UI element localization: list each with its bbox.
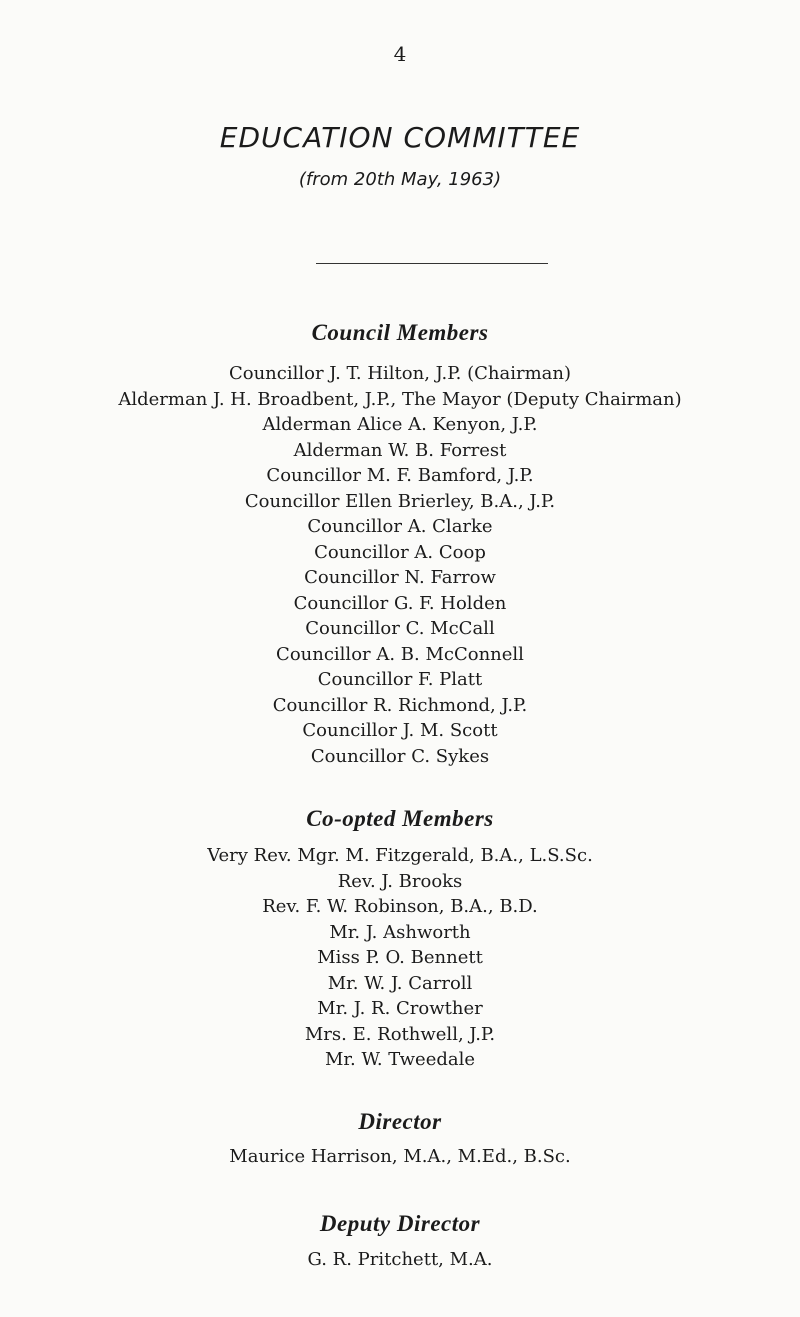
council-members-heading: Council Members bbox=[311, 320, 489, 345]
list-item: Miss P. O. Bennett bbox=[317, 947, 483, 968]
list-item: Councillor A. B. McConnell bbox=[276, 643, 524, 665]
list-item: Mr. J. R. Crowther bbox=[317, 998, 483, 1019]
list-item: Mrs. E. Rothwell, J.P. bbox=[304, 1023, 496, 1045]
list-item: Alderman W. B. Forrest bbox=[293, 439, 507, 461]
list-item: Rev. J. Brooks bbox=[337, 870, 463, 892]
divider-rule bbox=[316, 263, 548, 264]
list-item: Alderman J. H. Broadbent, J.P., The Mayor (Deputy Chairman) bbox=[118, 388, 682, 410]
document-title: EDUCATION COMMITTEE bbox=[219, 121, 581, 154]
document-subtitle: (from 20th May, 1963) bbox=[298, 169, 502, 190]
list-item: Rev. F. W. Robinson, B.A., B.D. bbox=[262, 896, 538, 917]
list-item: Councillor J. T. Hilton, J.P. (Chairman) bbox=[228, 363, 572, 384]
list-item: Councillor R. Richmond, J.P. bbox=[272, 694, 528, 716]
list-item: Alderman Alice A. Kenyon, J.P. bbox=[262, 414, 538, 435]
deputy-director-name: G. R. Pritchett, M.A. bbox=[307, 1249, 493, 1270]
list-item: Councillor C. Sykes bbox=[310, 745, 490, 767]
list-item: Mr. W. J. Carroll bbox=[327, 972, 473, 994]
list-item: Councillor J. M. Scott bbox=[302, 720, 498, 741]
list-item: Mr. J. Ashworth bbox=[329, 921, 471, 943]
list-item: Councillor Ellen Brierley, B.A., J.P. bbox=[244, 490, 556, 512]
list-item: Councillor A. Coop bbox=[314, 541, 486, 563]
list-item: Councillor C. McCall bbox=[305, 618, 495, 639]
list-item: Councillor G. F. Holden bbox=[293, 592, 507, 614]
council-members-list bbox=[0, 361, 800, 769]
director-name: Maurice Harrison, M.A., M.Ed., B.Sc. bbox=[229, 1146, 571, 1167]
page-number: 4 bbox=[393, 42, 407, 66]
director-heading: Director bbox=[358, 1109, 442, 1134]
deputy-director-heading: Deputy Director bbox=[319, 1211, 481, 1236]
list-item: Councillor F. Platt bbox=[317, 669, 483, 690]
list-item: Councillor M. F. Bamford, J.P. bbox=[266, 465, 534, 486]
list-item: Mr. W. Tweedale bbox=[324, 1049, 476, 1070]
coopted-members-list bbox=[0, 843, 800, 1073]
list-item: Councillor A. Clarke bbox=[307, 516, 493, 537]
list-item: Very Rev. Mgr. M. Fitzgerald, B.A., L.S.Sc. bbox=[207, 845, 593, 866]
coopted-members-heading: Co-opted Members bbox=[306, 806, 494, 831]
list-item: Councillor N. Farrow bbox=[304, 567, 496, 588]
